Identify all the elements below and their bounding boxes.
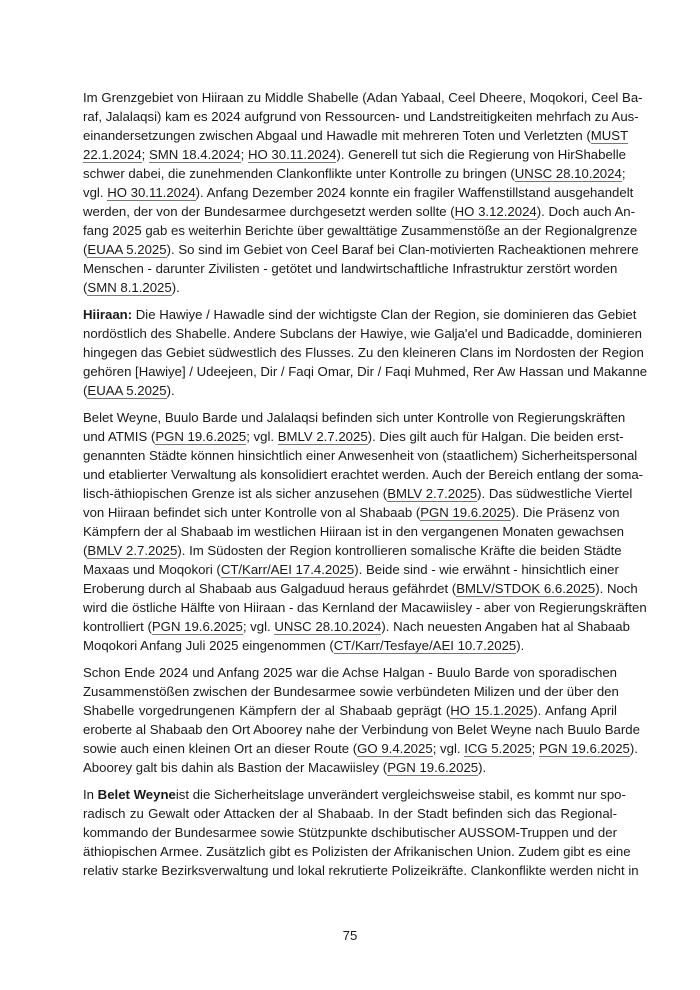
- body-text: ;: [531, 741, 539, 756]
- text-line: [83, 758, 617, 777]
- body-text: kontrolliert (: [83, 619, 152, 634]
- text-line: [83, 202, 636, 221]
- body-text: hingegen das Gebiet südwestlich des Flusses. Zu den kleineren Clans im Nordosten der Region: [83, 345, 644, 360]
- body-text: ). Die Präsenz von: [511, 505, 620, 520]
- body-text: (: [83, 543, 88, 558]
- body-text: ). Im Südosten der Region kontrollieren somalische Kräfte die beiden Städte: [177, 543, 622, 558]
- source-citation-link[interactable]: EUAA 5.2025: [87, 242, 167, 257]
- body-text: nordöstlich des Shabelle. Andere Subclans der Hawiye, wie Galja'el und Badicadde, dominieren: [83, 326, 642, 341]
- body-text: ).: [516, 638, 525, 653]
- text-line: [83, 259, 617, 278]
- text-line: [83, 324, 642, 343]
- text-line: [83, 560, 617, 579]
- body-text: ist die Sicherheitslage unverändert vergleichsweise stabil, es kommt nur spo-: [175, 787, 626, 802]
- body-text: ). Das südwestliche Viertel: [477, 486, 633, 501]
- text-line: [83, 617, 630, 636]
- text-line: [83, 739, 638, 758]
- source-citation-link[interactable]: ICG 5.2025: [464, 741, 532, 756]
- body-text: Shabelle vorgedrungenen Kämpfern der al Shabaab geprägt (: [83, 703, 451, 718]
- text-line: [83, 221, 638, 240]
- text-line: [83, 343, 644, 362]
- body-text: ). Beide sind - wie erwähnt - hinsichtlich einer: [354, 562, 619, 577]
- source-citation-link[interactable]: HO 15.1.2025: [450, 703, 534, 718]
- body-text: ).: [171, 280, 180, 295]
- body-text: raf, Jalalaqsi) kam es 2024 aufgrund von Ressourcen- und Landstreitigkeiten mehrfach zu Aus-: [83, 109, 639, 124]
- body-text: Schon Ende 2024 und Anfang 2025 war die Achse Halgan - Buulo Barde von sporadischen: [83, 665, 617, 680]
- text-line: [83, 663, 617, 682]
- text-line: [83, 804, 617, 823]
- body-text: ;: [141, 147, 149, 162]
- source-citation-link[interactable]: EUAA 5.2025: [87, 383, 167, 398]
- body-text: ). Anfang Dezember 2024 konnte ein fragiler Waffenstillstand ausgehandelt: [195, 185, 634, 200]
- body-text: ).: [629, 741, 638, 756]
- body-text: Im Grenzgebiet von Hiiraan zu Middle Shabelle (Adan Yabaal, Ceel Dheere, Moqokori, Ceel Ba-: [83, 90, 643, 105]
- source-citation-link[interactable]: BMLV 2.7.2025: [277, 429, 368, 444]
- text-line: [83, 842, 631, 861]
- body-text: ;: [240, 147, 248, 162]
- text-line: [83, 427, 624, 446]
- text-line: [83, 145, 626, 164]
- source-citation-link[interactable]: BMLV 2.7.2025: [87, 543, 178, 558]
- body-text: ;: [621, 166, 626, 181]
- body-text: Maxaas und Moqokori (: [83, 562, 221, 577]
- body-text: Belet Weyne, Buulo Barde und Jalalaqsi befinden sich unter Kontrolle von Regierungskräften: [83, 410, 626, 425]
- body-text: (: [83, 383, 88, 398]
- text-line: [83, 88, 643, 107]
- body-text: lisch-äthiopischen Grenze ist als sicher anzusehen (: [83, 486, 388, 501]
- body-text: ). Doch auch An-: [536, 204, 636, 219]
- body-text: (: [83, 280, 88, 295]
- body-text: ). Anfang April: [533, 703, 617, 718]
- text-line: [83, 446, 638, 465]
- body-text: eroberte al Shabaab den Ort Aboorey nahe der Verbindung von Belet Weyne nach Buulo Barde: [83, 722, 640, 737]
- body-text: Moqokori Anfang Juli 2025 eingenommen (: [83, 638, 334, 653]
- body-text: (: [83, 242, 88, 257]
- source-citation-link[interactable]: BMLV 2.7.2025: [387, 486, 478, 501]
- body-text: von Hiiraan befindet sich unter Kontrolle von al Shabaab (: [83, 505, 421, 520]
- body-text: genannten Städte können hinsichtlich einer Anwesenheit von (staatlichem) Sicherheitspersonal: [83, 448, 638, 463]
- body-text: In: [83, 787, 98, 802]
- source-citation-link[interactable]: PGN 19.6.2025: [151, 619, 243, 634]
- body-text: wird die östliche Hälfte von Hiiraan - das Kernland der Macawiisley - aber von Regierungskräften: [83, 600, 647, 615]
- body-text: fang 2025 gab es weiterhin Berichte über gewalttätige Zusammenstöße an der Regionalgrenze: [83, 223, 638, 238]
- body-text: ).: [166, 383, 175, 398]
- bold-heading-text: Hiiraan:: [83, 307, 133, 322]
- source-citation-link[interactable]: HO 30.11.2024: [107, 185, 196, 200]
- body-text: kommando der Bundesarmee sowie Stützpunkte dschibutischer AUSSOM-Truppen und der: [83, 825, 617, 840]
- body-text: und ATMIS (: [83, 429, 156, 444]
- source-citation-link[interactable]: MUST: [590, 128, 629, 143]
- text-line: [83, 362, 648, 381]
- text-line: [83, 465, 644, 484]
- body-text: schwer dabei, die zunehmenden Clankonflikte unter Kontrolle zu bringen (: [83, 166, 515, 181]
- source-citation-link[interactable]: UNSC 28.10.2024: [274, 619, 382, 634]
- text-line: [83, 408, 626, 427]
- body-text: ). Dies gilt auch für Halgan. Die beiden erst-: [367, 429, 624, 444]
- body-text: Menschen - darunter Zivilisten - getötet und landwirtschaftliche Infrastruktur zerstört worden: [83, 261, 618, 276]
- source-citation-link[interactable]: PGN 19.6.2025: [387, 760, 479, 775]
- text-line: [83, 381, 617, 400]
- body-text: einandersetzungen zwischen Abgaal und Hawadle mit mehreren Toten und Verletzten (: [83, 128, 591, 143]
- source-citation-link[interactable]: PGN 19.6.2025: [538, 741, 630, 756]
- body-text: gehören [Hawiye] / Udeejeen, Dir / Faqi Omar, Dir / Faqi Muhmed, Rer Aw Hassan und Makanne: [83, 364, 648, 379]
- bold-heading-text: Belet Weyne: [97, 787, 176, 802]
- source-citation-link[interactable]: SMN 18.4.2024: [149, 147, 241, 162]
- text-line: [83, 541, 622, 560]
- body-text: Eroberung durch al Shabaab aus Galgaduud heraus gefährdet (: [83, 581, 457, 596]
- paragraph: [83, 408, 647, 655]
- body-text: ; vgl.: [432, 741, 465, 756]
- text-line: [83, 636, 617, 655]
- body-text: relativ starke Bezirksverwaltung und lokal rekrutierte Polizeikräfte. Clankonflikte werden nicht in: [83, 863, 639, 878]
- source-citation-link[interactable]: HO 3.12.2024: [454, 204, 537, 219]
- source-citation-link[interactable]: HO 30.11.2024: [247, 147, 337, 162]
- body-text: ). Nach neuesten Angaben hat al Shabaab: [381, 619, 630, 634]
- text-line: [83, 164, 626, 183]
- text-line: [83, 720, 640, 739]
- document-body: [83, 88, 648, 888]
- paragraph: [83, 305, 648, 400]
- body-text: werden, der von der Bundesarmee durchgesetzt werden sollte (: [83, 204, 455, 219]
- body-text: ; vgl.: [246, 429, 278, 444]
- body-text: sowie auch einen kleinen Ort an dieser Route (: [83, 741, 358, 756]
- source-citation-link[interactable]: PGN 19.6.2025: [155, 429, 247, 444]
- source-citation-link[interactable]: CT/Karr/Tesfaye/AEI 10.7.2025: [333, 638, 517, 653]
- text-line: [83, 579, 638, 598]
- source-citation-link[interactable]: BMLV/STDOK 6.6.2025: [456, 581, 596, 596]
- body-text: Zusammenstößen zwischen der Bundesarmee sowie verbündeten Milizen und der über den: [83, 684, 619, 699]
- body-text: ). Noch: [595, 581, 638, 596]
- text-line: [83, 240, 639, 259]
- text-line: [83, 861, 639, 880]
- body-text: vgl.: [83, 185, 108, 200]
- text-line: [83, 701, 617, 720]
- body-text: ).: [478, 760, 487, 775]
- text-line: [83, 278, 617, 297]
- source-citation-link[interactable]: GO 9.4.2025: [357, 741, 433, 756]
- text-line: [83, 522, 625, 541]
- body-text: ; vgl.: [242, 619, 275, 634]
- body-text: Kämpfern der al Shabaab im westlichen Hiiraan ist in den vergangenen Monaten gewachsen: [83, 524, 625, 539]
- source-citation-link[interactable]: UNSC 28.10.2024: [514, 166, 622, 181]
- source-citation-link[interactable]: CT/Karr/AEI 17.4.2025: [220, 562, 355, 577]
- paragraph: [83, 663, 640, 777]
- text-line: [83, 484, 633, 503]
- paragraph: [83, 785, 639, 880]
- text-line: [83, 107, 639, 126]
- body-text: äthiopischen Armee. Zusätzlich gibt es Polizisten der Afrikanischen Union. Zudem gibt es eine: [83, 844, 631, 859]
- text-line: [83, 823, 617, 842]
- page-number: 75: [342, 928, 358, 943]
- text-line: [83, 785, 626, 804]
- paragraph: [83, 88, 643, 297]
- body-text: und etablierter Verwaltung als konsolidiert erachtet werden. Auch der Bereich entlang der soma-: [83, 467, 644, 482]
- body-text: ). So sind im Gebiet von Ceel Baraf bei Clan-motivierten Racheaktionen mehrere: [166, 242, 639, 257]
- text-line: [83, 503, 620, 522]
- body-text: radisch zu Gewalt oder Attacken der al Shabaab. In der Stadt befinden sich das Regional-: [83, 806, 617, 821]
- text-line: [83, 305, 637, 324]
- text-line: [83, 126, 629, 145]
- source-citation-link[interactable]: 22.1.2024: [83, 147, 142, 162]
- body-text: Aboorey galt bis dahin als Bastion der Macawiisley (: [83, 760, 388, 775]
- source-citation-link[interactable]: PGN 19.6.2025: [420, 505, 512, 520]
- body-text: Die Hawiye / Hawadle sind der wichtigste Clan der Region, sie dominieren das Gebiet: [132, 307, 637, 322]
- text-line: [83, 682, 617, 701]
- text-line: [83, 598, 647, 617]
- text-line: [83, 183, 634, 202]
- source-citation-link[interactable]: SMN 8.1.2025: [87, 280, 172, 295]
- body-text: ). Generell tut sich die Regierung von HirShabelle: [336, 147, 626, 162]
